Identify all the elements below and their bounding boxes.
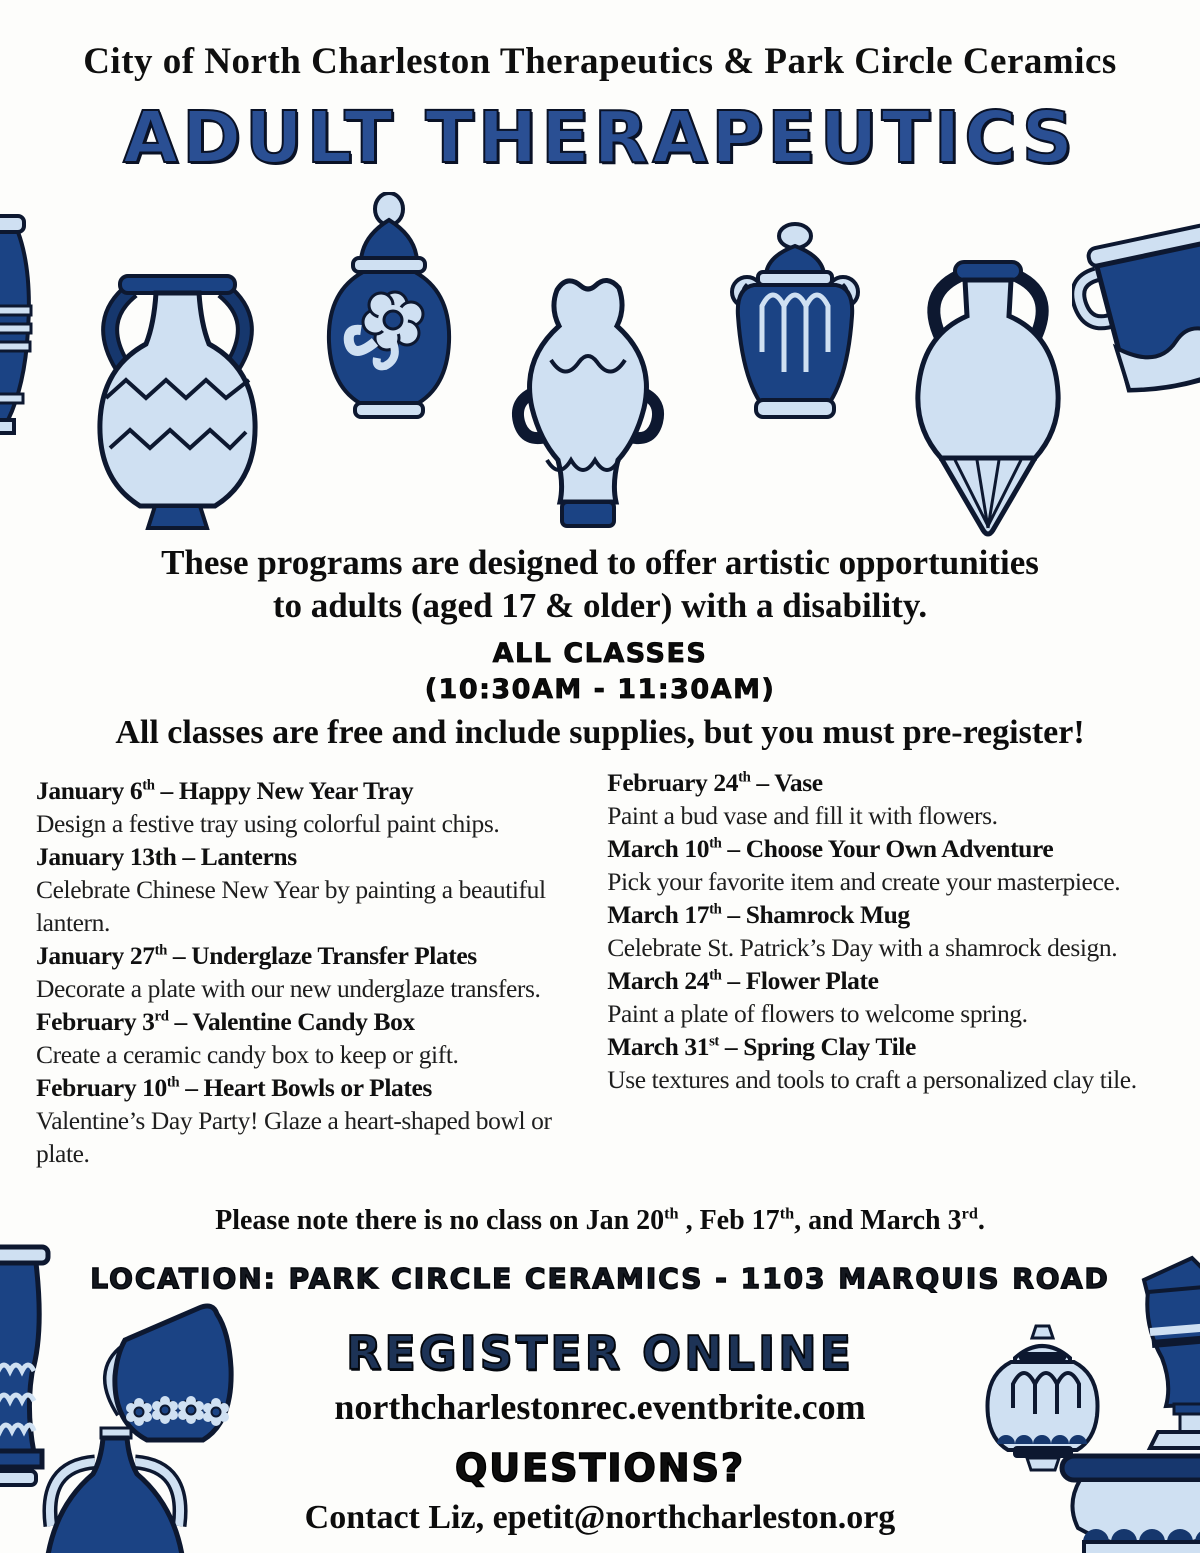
class-description: Valentine’s Day Party! Glaze a heart-shaped bowl or plate. [36,1106,552,1168]
location-line: LOCATION: PARK CIRCLE CERAMICS - 1103 MARQUIS ROAD [90,1262,1110,1295]
two-handled-jug [15,1426,215,1553]
vase-banner [0,188,1200,540]
class-time: (10:30AM - 11:30AM) [424,674,776,705]
striped-urn-vase [0,210,44,448]
class-entry [36,939,603,1005]
schedule-column-left [36,774,603,1170]
free-note: All classes are free and include supplies, but you must pre-register! [115,714,1085,751]
tilted-pot-vase [1072,203,1200,503]
class-entry [607,766,1196,832]
class-entry [607,964,1196,1030]
class-date-title: March 10th – Choose Your Own Adventure [607,834,1054,863]
class-entry [36,1071,603,1170]
class-entry [36,840,603,939]
questions-heading: QUESTIONS? [454,1446,746,1490]
class-description: Celebrate St. Patrick’s Day with a shamrock design. [607,933,1118,962]
pointed-amphora-vase [895,258,1080,542]
class-description: Paint a plate of flowers to welcome spring. [607,999,1028,1028]
class-description: Celebrate Chinese New Year by painting a beautiful lantern. [36,875,546,937]
intro-line-2: to adults (aged 17 & older) with a disability. [272,586,928,625]
class-entry [36,774,603,840]
no-class-note: Please note there is no class on Jan 20th , Feb 17th, and March 3rd. [215,1204,985,1236]
class-description: Paint a bud vase and fill it with flowers. [607,801,998,830]
register-url: northcharlestonrec.eventbrite.com [334,1387,866,1427]
class-entry [607,832,1196,898]
class-entry [607,1030,1196,1096]
class-description: Decorate a plate with our new underglaze transfers. [36,974,541,1003]
arched-jar-vase [700,222,890,434]
flower-jar-vase [303,192,475,434]
intro-line-1: These programs are designed to offer artistic opportunities [161,543,1039,582]
class-date-title: February 24th – Vase [607,768,823,797]
flyer-title: ADULT THERAPEUTICS [123,96,1077,179]
scalloped-pot [1058,1452,1200,1553]
class-date-title: March 31st – Spring Clay Tile [607,1032,916,1061]
class-date-title: January 6th – Happy New Year Tray [36,776,414,805]
class-description: Create a ceramic candy box to keep or gift. [36,1040,459,1069]
all-classes-heading [0,636,1200,708]
class-description: Design a festive tray using colorful paint chips. [36,809,500,838]
class-description: Pick your favorite item and create your masterpiece. [607,867,1121,896]
class-date-title: January 27th – Underglaze Transfer Plates [36,941,477,970]
class-date-title: January 13th – Lanterns [36,842,297,871]
zigzag-amphora-vase [80,272,275,532]
all-classes-label: ALL CLASSES [492,638,708,669]
class-date-title: March 24th – Flower Plate [607,966,879,995]
class-date-title: March 17th – Shamrock Mug [607,900,910,929]
curvy-pitcher-vase [505,268,671,536]
flyer-header: City of North Charleston Therapeutics & Park Circle Ceramics [83,41,1117,82]
class-entry [607,898,1196,964]
intro-text [0,541,1200,627]
schedule-column-right [607,766,1196,1170]
register-online-heading: REGISTER ONLINE [345,1326,855,1380]
class-date-title: February 10th – Heart Bowls or Plates [36,1073,432,1102]
contact-line: Contact Liz, epetit@northcharleston.org [304,1499,896,1536]
striped-ewer [1118,1246,1200,1456]
class-description: Use textures and tools to craft a personalized clay tile. [607,1065,1137,1094]
class-date-title: February 3rd – Valentine Candy Box [36,1007,415,1036]
class-schedule [36,768,1196,1170]
class-entry [36,1005,603,1071]
